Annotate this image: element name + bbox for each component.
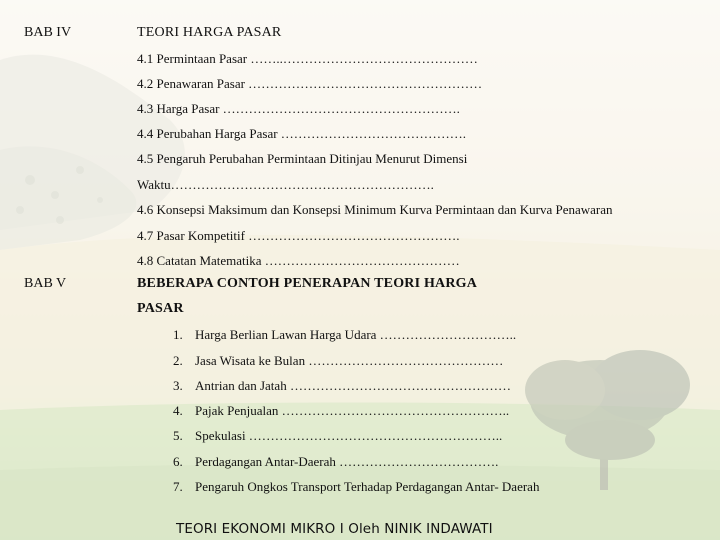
toc-item	[173, 479, 539, 495]
toc-item	[173, 378, 511, 394]
chapter-label-bab-v: BAB V	[24, 276, 67, 291]
item-number: 5.	[173, 428, 183, 443]
item-number: 3.	[173, 378, 183, 393]
toc-item: 4.2 Penawaran Pasar ………………………………………………	[137, 76, 483, 91]
chapter-title-bab-iv: TEORI HARGA PASAR	[137, 25, 282, 40]
chapter-title-bab-v: BEBERAPA CONTOH PENERAPAN TEORI HARGA	[137, 276, 478, 291]
toc-item: 4.8 Catatan Matematika ………………………………………	[137, 253, 460, 268]
item-number: 1.	[173, 327, 183, 342]
item-text: Harga Berlian Lawan Harga Udara …………………………..	[195, 327, 517, 342]
toc-item: 4.5 Pengaruh Perubahan Permintaan Ditinjau Menurut Dimensi	[137, 151, 468, 166]
toc-item	[173, 353, 503, 369]
toc-item: Waktu…………………………………………………….	[137, 177, 434, 192]
toc-item	[173, 403, 509, 419]
item-text: Pengaruh Ongkos Transport Terhadap Perdagangan Antar- Daerah	[195, 479, 540, 494]
item-text: Perdagangan Antar-Daerah ……………………………….	[195, 454, 499, 469]
toc-item: 4.4 Perubahan Harga Pasar …………………………………….	[137, 126, 467, 141]
chapter-title-bab-v-cont: PASAR	[137, 301, 184, 316]
item-text: Jasa Wisata ke Bulan ………………………………………	[195, 353, 504, 368]
item-text: Pajak Penjualan ……………………………………………..	[195, 403, 510, 418]
item-text: Antrian dan Jatah ……………………………………………	[195, 378, 511, 393]
toc-item: 4.3 Harga Pasar ……………………………………………….	[137, 101, 460, 116]
toc-item: 4.6 Konsepsi Maksimum dan Konsepsi Minimum Kurva Permintaan dan Kurva Penawaran	[137, 202, 613, 217]
toc-item: 4.7 Pasar Kompetitif ………………………………………….	[137, 228, 460, 243]
item-number: 2.	[173, 353, 183, 368]
toc-item	[173, 428, 502, 444]
item-text: Spekulasi …………………………………………………..	[195, 428, 503, 443]
item-number: 4.	[173, 403, 183, 418]
item-number: 6.	[173, 454, 183, 469]
toc-item: 4.1 Permintaan Pasar ……..………………………………………	[137, 51, 478, 66]
item-number: 7.	[173, 479, 183, 494]
toc-item	[173, 454, 498, 470]
chapter-label-bab-iv: BAB IV	[24, 25, 72, 40]
toc-item	[173, 327, 516, 343]
footer-caption: TEORI EKONOMI MIKRO I Oleh NINIK INDAWATI	[176, 521, 493, 537]
